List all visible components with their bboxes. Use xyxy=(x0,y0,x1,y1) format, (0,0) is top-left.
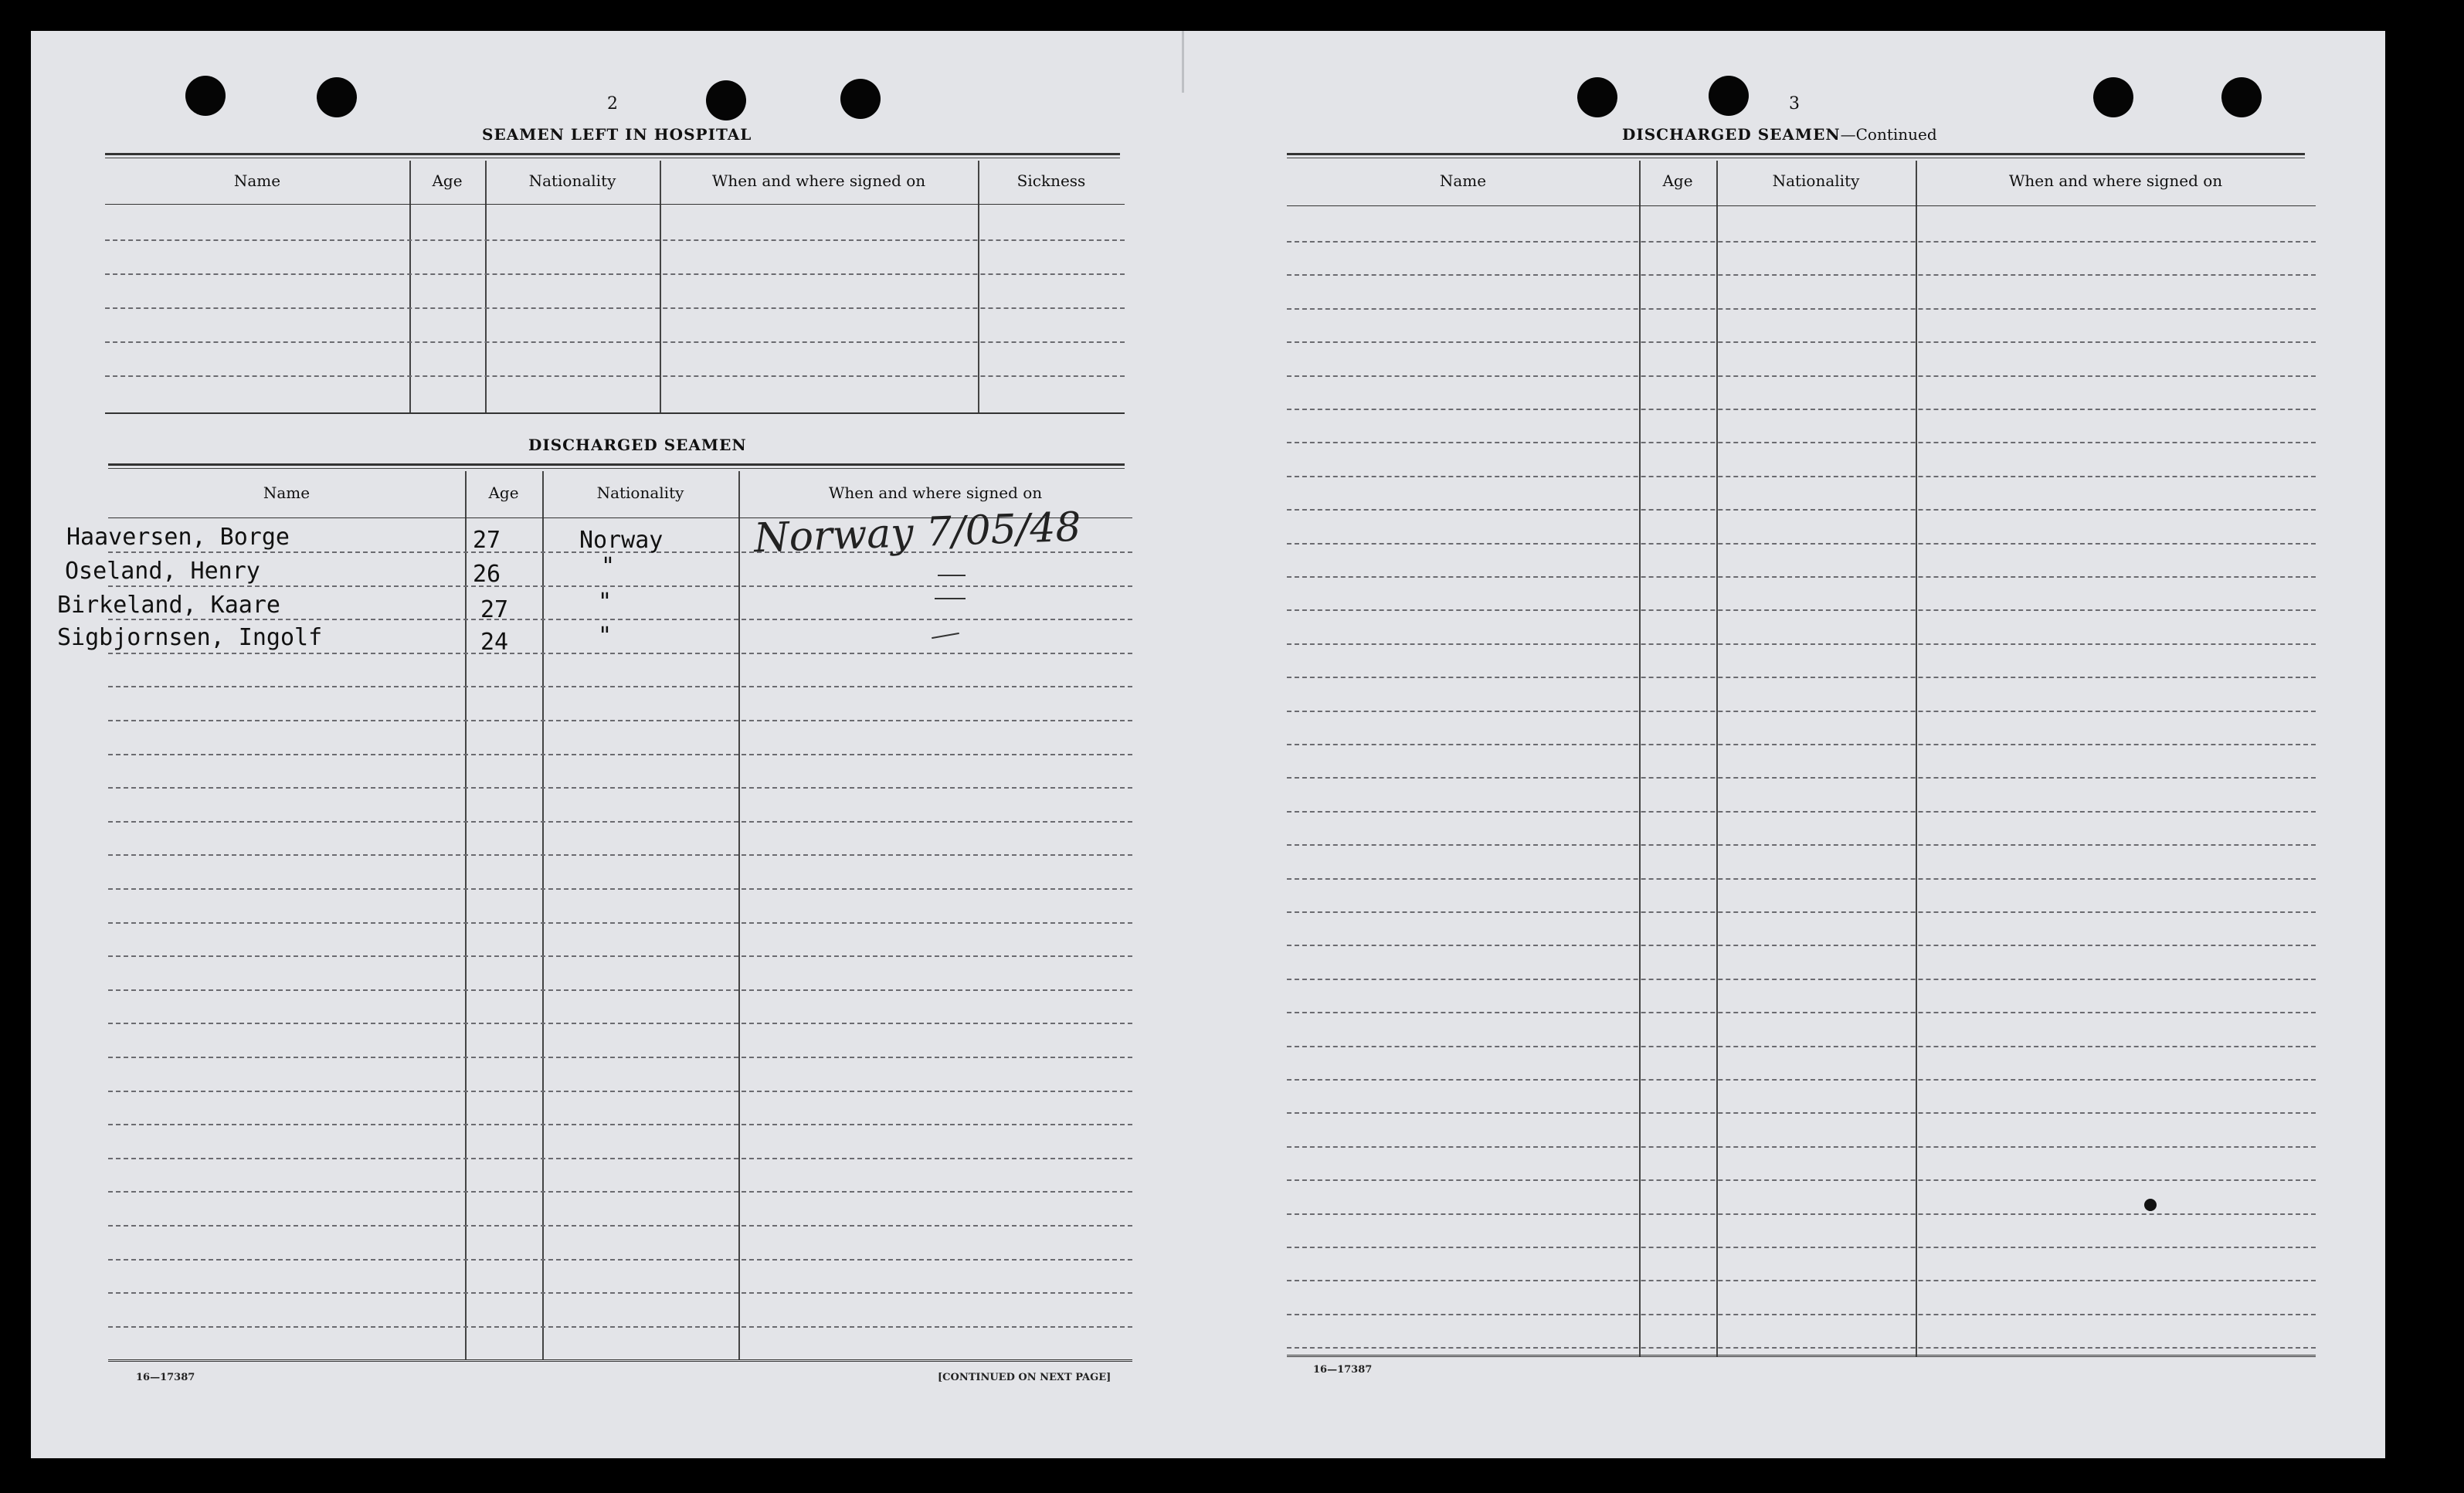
column-header: Nationality xyxy=(596,484,684,502)
column-header: Nationality xyxy=(1772,171,1860,190)
punch-hole xyxy=(840,79,881,119)
punch-hole xyxy=(2221,77,2262,117)
ruled-line xyxy=(1287,341,2316,343)
section-rule xyxy=(105,153,1120,158)
signed-on-handwriting: Norway 7/05/48 xyxy=(753,504,1082,562)
ruled-line xyxy=(1287,1213,2316,1215)
discharged-continued-title xyxy=(1622,125,1937,144)
seaman-name: Birkeland, Kaare xyxy=(57,592,280,619)
ruled-line xyxy=(108,888,1132,890)
ditto-mark xyxy=(938,575,966,576)
ruled-line xyxy=(108,1158,1132,1159)
ruled-line xyxy=(108,720,1132,721)
column-header: Age xyxy=(1662,171,1693,190)
page-number: 2 xyxy=(607,94,618,114)
seaman-nationality: " xyxy=(601,553,616,580)
seaman-name: Sigbjornsen, Ingolf xyxy=(57,624,323,651)
seaman-age: 24 xyxy=(480,629,509,656)
ruled-line xyxy=(108,955,1132,957)
ruled-line xyxy=(1287,1012,2316,1013)
seaman-nationality: " xyxy=(598,589,613,616)
seaman-age: 26 xyxy=(473,561,501,588)
title-suffix: —Continued xyxy=(1840,125,1937,144)
ruled-line xyxy=(1287,777,2316,779)
ruled-line xyxy=(108,1292,1132,1294)
ruled-line xyxy=(1287,945,2316,946)
ruled-line xyxy=(1287,241,2316,243)
ruled-line xyxy=(1287,576,2316,578)
section-rule xyxy=(108,463,1125,469)
ruled-line xyxy=(108,854,1132,856)
ruled-line xyxy=(1287,677,2316,678)
seaman-nationality: Norway xyxy=(579,527,664,554)
ruled-line xyxy=(108,585,1132,587)
table-bottom-rule xyxy=(108,1359,1132,1362)
ruled-line xyxy=(1287,274,2316,276)
ruled-line xyxy=(1287,509,2316,511)
ruled-line xyxy=(1287,308,2316,310)
ruled-line xyxy=(108,989,1132,991)
table-bottom-rule xyxy=(1287,1355,2316,1357)
column-header: Nationality xyxy=(528,171,616,190)
column-header: Age xyxy=(432,171,463,190)
ruled-line xyxy=(1287,1314,2316,1315)
ruled-line xyxy=(108,754,1132,755)
ruled-line xyxy=(108,1091,1132,1092)
ruled-line xyxy=(108,1225,1132,1227)
seaman-age: 27 xyxy=(473,527,501,554)
punch-hole xyxy=(706,80,746,120)
title-text: DISCHARGED SEAMEN xyxy=(1622,125,1841,144)
column-header: When and where signed on xyxy=(2008,171,2223,190)
hospital-table xyxy=(105,161,1125,416)
ditto-mark xyxy=(932,633,959,639)
ruled-line xyxy=(1287,409,2316,410)
ruled-line xyxy=(1287,911,2316,913)
ruled-line xyxy=(1287,609,2316,611)
ruled-line xyxy=(108,787,1132,789)
ruled-line xyxy=(108,1326,1132,1328)
hospital-section-title: SEAMEN LEFT IN HOSPITAL xyxy=(482,125,752,144)
continued-note: [CONTINUED ON NEXT PAGE] xyxy=(938,1372,1112,1383)
ruled-line xyxy=(1287,1146,2316,1148)
seaman-age: 27 xyxy=(480,596,509,623)
ruled-line xyxy=(108,922,1132,924)
ruled-line xyxy=(108,1259,1132,1261)
ruled-line xyxy=(1287,442,2316,443)
ruled-line xyxy=(1287,1179,2316,1181)
punch-hole xyxy=(1709,76,1749,116)
ruled-line xyxy=(1287,811,2316,813)
ditto-mark xyxy=(935,598,966,599)
ruled-line xyxy=(108,619,1132,620)
column-header: Sickness xyxy=(1016,171,1086,190)
page-number: 3 xyxy=(1789,94,1800,114)
seaman-name: Haaversen, Borge xyxy=(66,524,290,551)
punch-hole xyxy=(1577,77,1617,117)
punch-hole xyxy=(317,77,357,117)
punch-hole xyxy=(185,76,226,116)
ruled-line xyxy=(1287,979,2316,980)
column-header: When and where signed on xyxy=(828,484,1043,502)
discharged-table xyxy=(57,471,1132,1367)
column-header: When and where signed on xyxy=(711,171,926,190)
punch-hole xyxy=(2093,77,2133,117)
ruled-line xyxy=(1287,1280,2316,1281)
ruled-line xyxy=(108,1057,1132,1058)
ruled-line xyxy=(1287,744,2316,745)
discharged-continued-table xyxy=(1287,161,2316,1362)
ruled-line xyxy=(1287,1347,2316,1349)
ruled-line xyxy=(1287,1247,2316,1248)
ruled-line xyxy=(1287,711,2316,712)
ruled-line xyxy=(108,1124,1132,1125)
column-header: Age xyxy=(488,484,519,502)
ruled-line xyxy=(108,1023,1132,1024)
seaman-name: Oseland, Henry xyxy=(65,558,260,585)
discharged-section-title: DISCHARGED SEAMEN xyxy=(528,436,747,454)
ruled-line xyxy=(1287,1079,2316,1081)
ruled-line xyxy=(108,1191,1132,1193)
ruled-line xyxy=(1287,375,2316,377)
ruled-line xyxy=(1287,643,2316,645)
page-fold xyxy=(1182,31,1184,93)
column-header: Name xyxy=(263,484,311,502)
ruled-line xyxy=(1287,844,2316,846)
column-header: Name xyxy=(1439,171,1487,190)
ruled-line xyxy=(108,653,1132,654)
column-header: Name xyxy=(233,171,281,190)
section-rule xyxy=(1287,153,2305,158)
ruled-line xyxy=(108,821,1132,823)
seaman-nationality: " xyxy=(598,623,613,650)
ruled-line xyxy=(1287,1112,2316,1114)
ruled-line xyxy=(1287,1046,2316,1047)
form-number: 16—17387 xyxy=(136,1372,195,1383)
ruled-line xyxy=(108,686,1132,687)
form-number: 16—17387 xyxy=(1313,1364,1373,1376)
ink-dot xyxy=(2144,1199,2157,1211)
ruled-line xyxy=(1287,476,2316,477)
ruled-line xyxy=(1287,878,2316,880)
ruled-line xyxy=(1287,543,2316,545)
